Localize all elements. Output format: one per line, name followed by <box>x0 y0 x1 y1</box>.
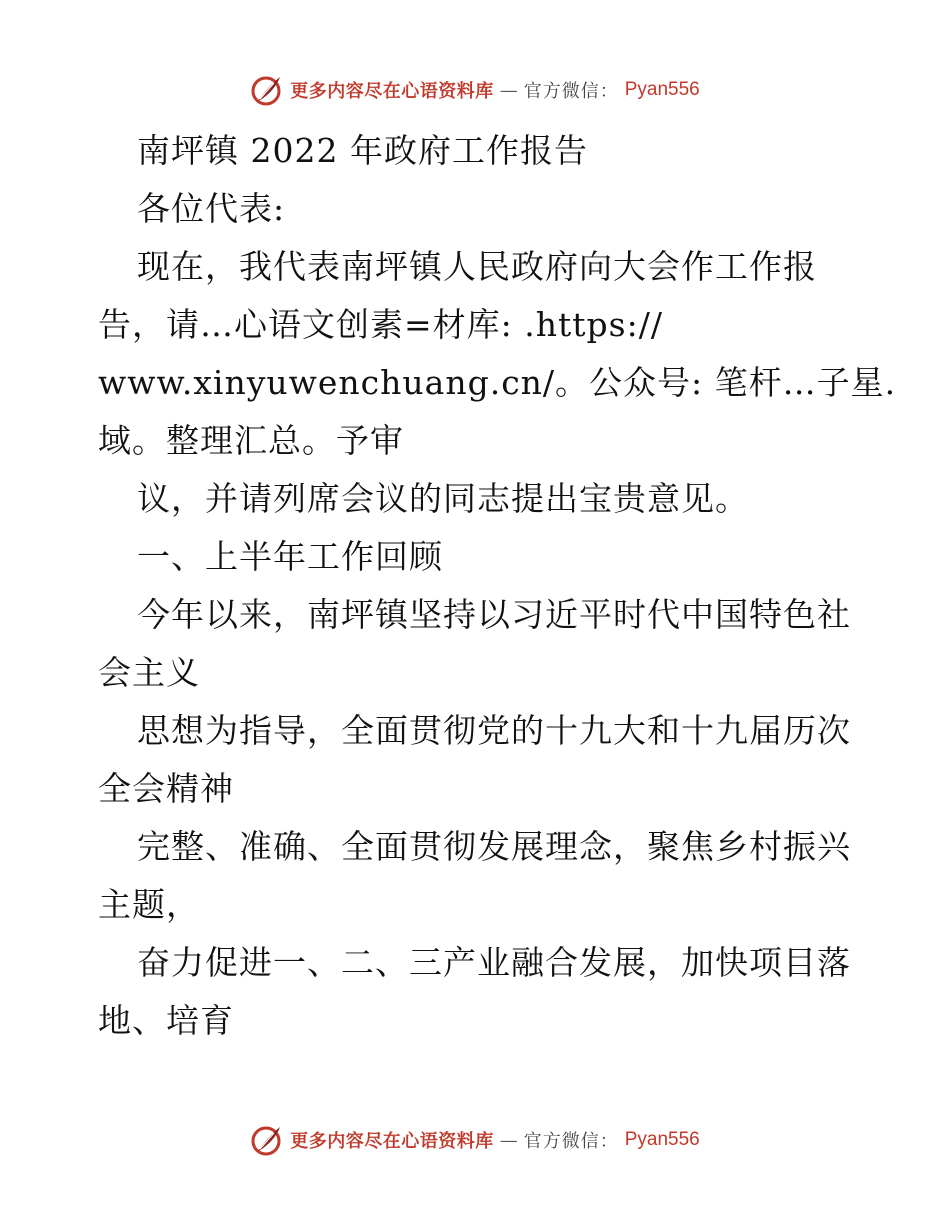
watermark-wechat-id: Pyan556 <box>624 1129 700 1150</box>
paragraph-line: www.xinyuwenchuang.cn/。公众号: 笔杆…子星. <box>98 363 897 402</box>
paragraph-line: 今年以来，南坪镇坚持以习近平时代中国特色社 <box>137 595 851 634</box>
watermark-site-text: 更多内容尽在心语资料库 <box>290 81 494 102</box>
paragraph-line: 会主义 <box>98 653 200 692</box>
watermark-dash: — <box>499 1129 518 1151</box>
paragraph-line: 域。整理汇总。予审 <box>98 421 404 460</box>
section-heading: 一、上半年工作回顾 <box>137 537 443 576</box>
watermark-dash: — <box>499 79 518 101</box>
footer-watermark <box>0 1120 950 1160</box>
salutation: 各位代表: <box>137 189 286 228</box>
paragraph-line: 奋力促进一、二、三产业融合发展，加快项目落 <box>137 943 851 982</box>
paragraph-line: 主题， <box>98 885 200 924</box>
header-watermark-inner <box>250 73 700 107</box>
watermark-wechat-id: Pyan556 <box>624 79 700 100</box>
header-watermark <box>0 70 950 110</box>
footer-watermark-inner <box>250 1123 700 1157</box>
watermark-official-text: 官方微信： <box>523 1131 619 1152</box>
feather-pen-logo-icon <box>250 73 284 107</box>
paragraph-line: 思想为指导，全面贯彻党的十九大和十九届历次 <box>137 711 851 750</box>
watermark-official-text: 官方微信： <box>523 81 619 102</box>
paragraph-line: 地、培育 <box>98 1001 234 1040</box>
feather-pen-logo-icon <box>250 1123 284 1157</box>
document-body <box>98 122 897 1050</box>
watermark-site-text: 更多内容尽在心语资料库 <box>290 1131 494 1152</box>
paragraph-line: 全会精神 <box>98 769 234 808</box>
paragraph-line: 议，并请列席会议的同志提出宝贵意见。 <box>137 479 749 518</box>
document-title: 南坪镇 2022 年政府工作报告 <box>137 131 588 170</box>
paragraph-line: 现在，我代表南坪镇人民政府向大会作工作报 <box>137 247 817 286</box>
paragraph-line: 完整、准确、全面贯彻发展理念，聚焦乡村振兴 <box>137 827 851 866</box>
paragraph-line: 告，请…心语文创素=材库: .https:// <box>98 305 663 344</box>
